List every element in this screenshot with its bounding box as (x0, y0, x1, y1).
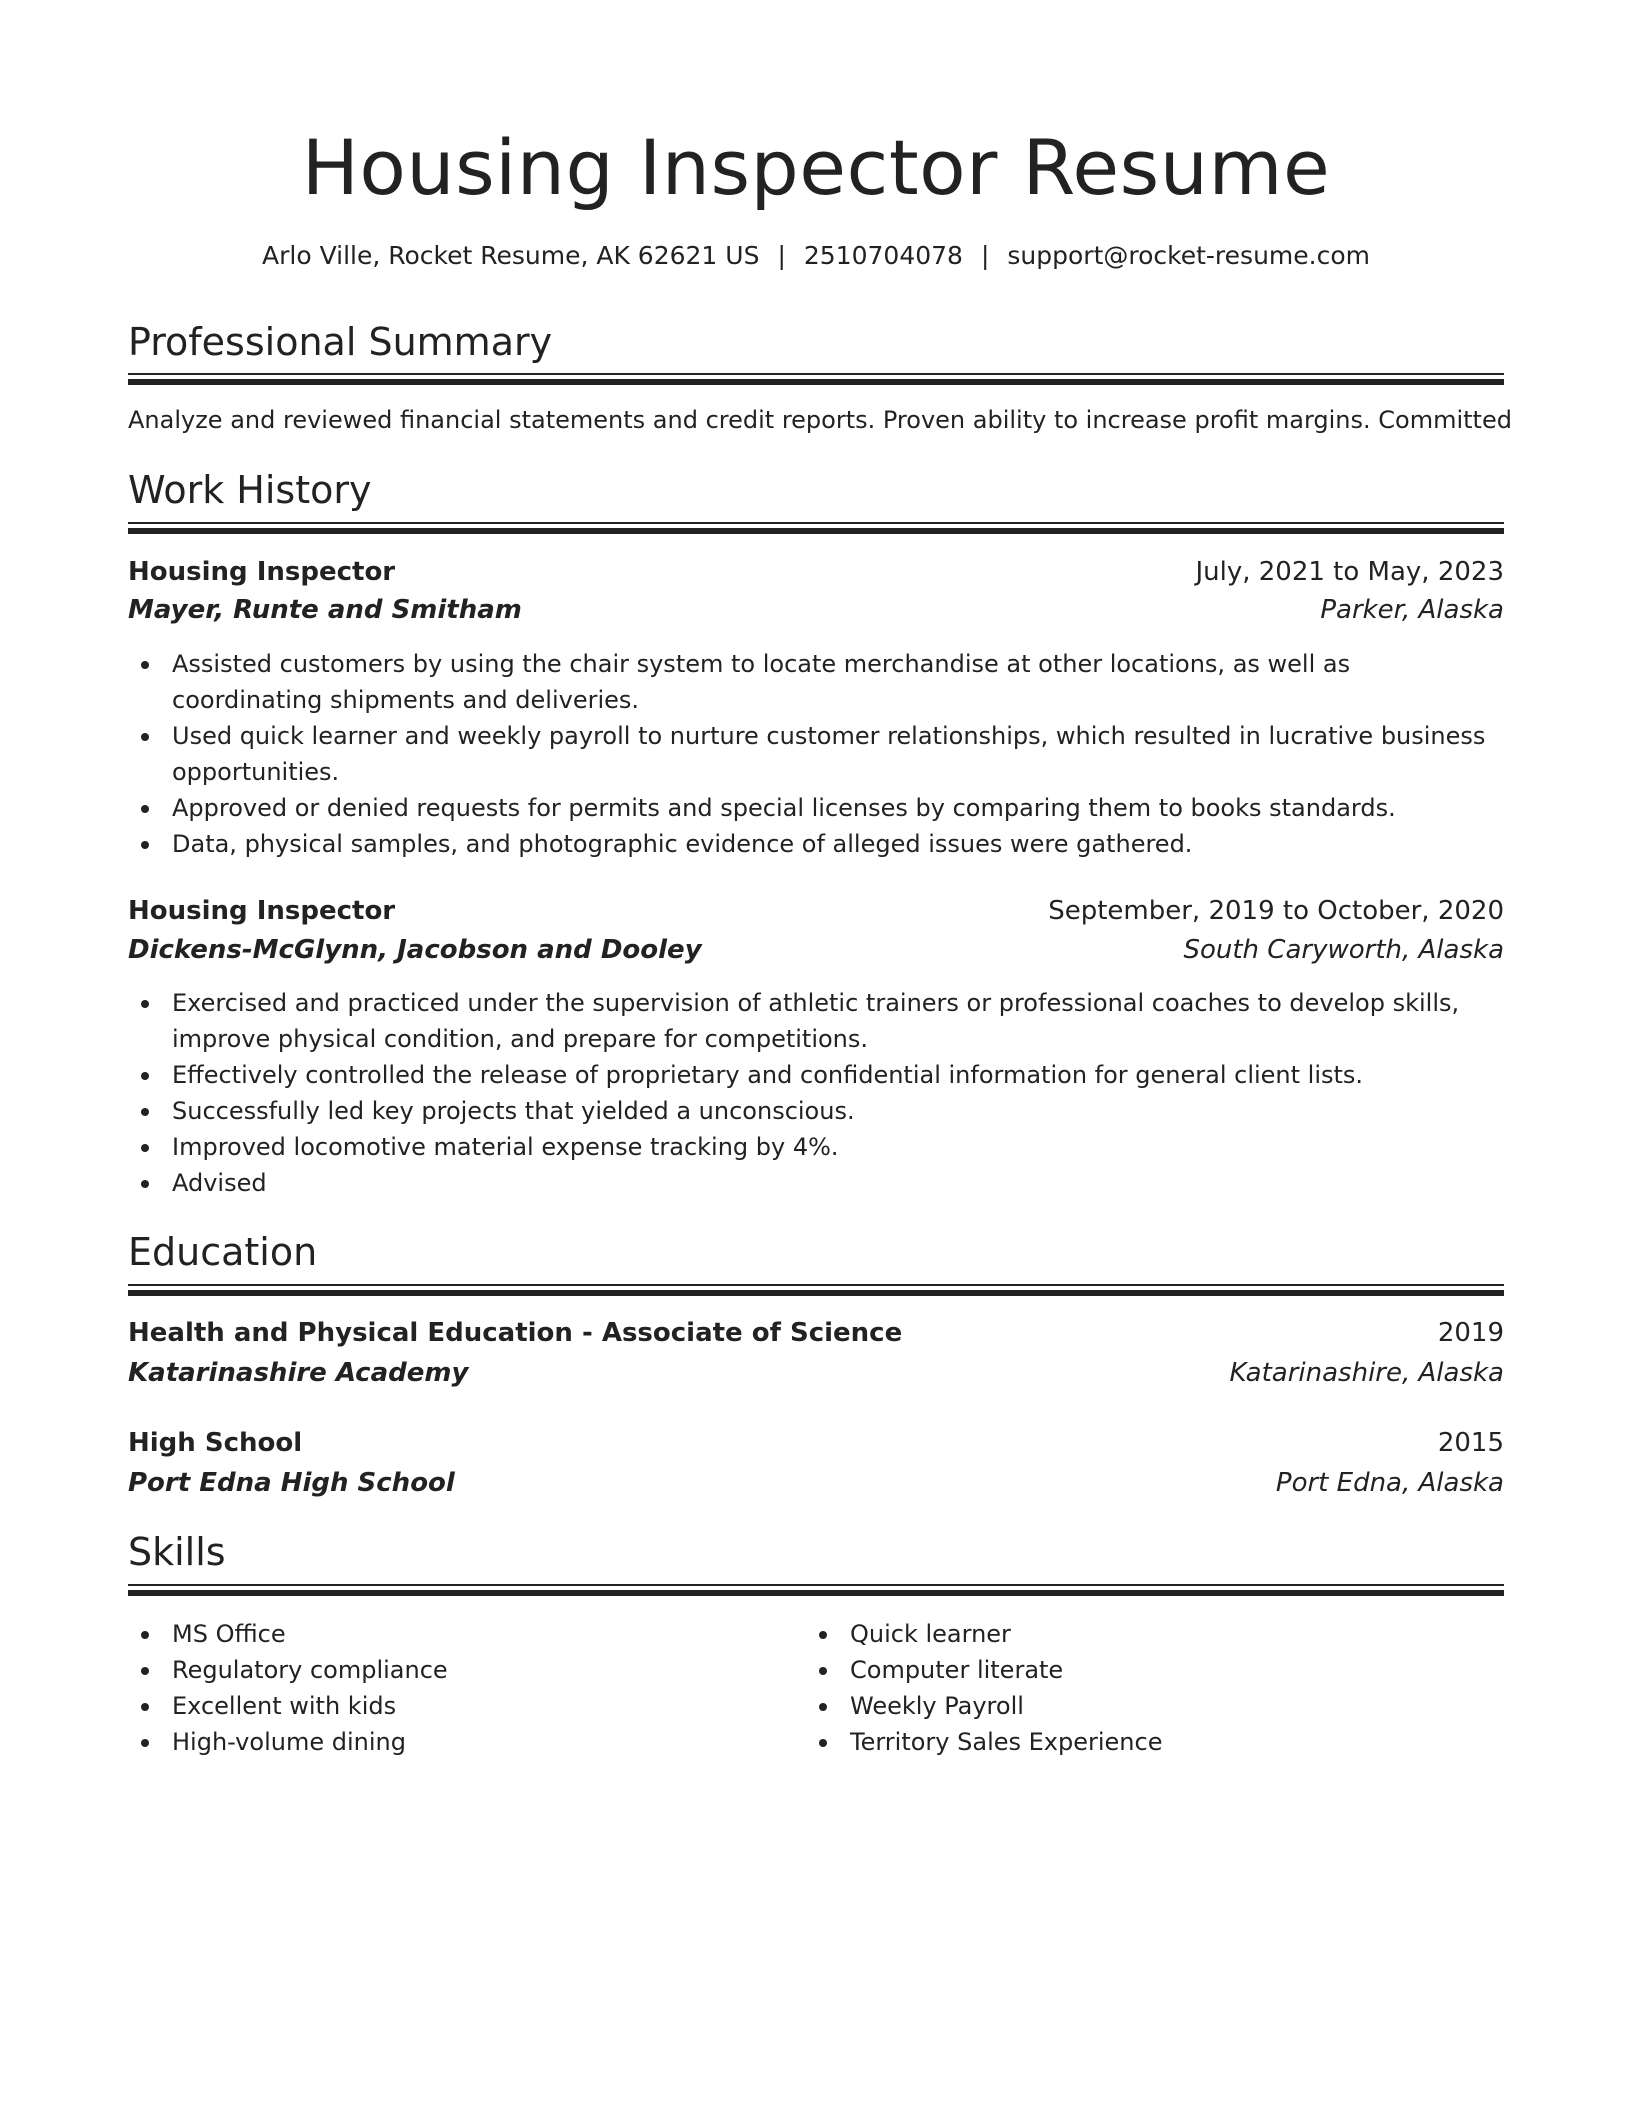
section-divider (128, 1584, 1504, 1595)
job-bullet: Data, physical samples, and photographic evidence of alleged issues were gathered. (128, 826, 1504, 862)
job-subheader (128, 592, 1504, 628)
job-bullet: Effectively controlled the release of proprietary and confidential information for general client lists. (128, 1057, 1504, 1093)
skill-item: Computer literate (806, 1652, 1466, 1688)
job-bullet: Approved or denied requests for permits and special licenses by comparing them to books standards. (128, 790, 1504, 826)
section-heading-summary: Professional Summary (128, 320, 553, 364)
skill-item: Regulatory compliance (128, 1652, 788, 1688)
job-location: Parker, Alaska (1320, 595, 1504, 625)
job-location: South Caryworth, Alaska (1183, 935, 1504, 965)
section-heading-work: Work History (128, 468, 372, 512)
contact-separator: | (777, 241, 786, 270)
job-header (128, 554, 1504, 590)
contact-line (128, 238, 1504, 274)
job-bullet: Successfully led key projects that yielded a unconscious. (128, 1093, 1504, 1129)
skill-item: Territory Sales Experience (806, 1724, 1466, 1760)
job-bullet: Improved locomotive material expense tracking by 4%. (128, 1129, 1504, 1165)
education-header (128, 1315, 1504, 1351)
job-bullet: Advised (128, 1165, 1504, 1201)
job-bullet: Assisted customers by using the chair system to locate merchandise at other locations, as well as coordinating shipments and deliveries. (128, 646, 1504, 718)
skills-list-left (128, 1616, 788, 1760)
job-bullet-list (128, 646, 1504, 862)
job-dates: September, 2019 to October, 2020 (1048, 896, 1504, 926)
job-header (128, 893, 1504, 929)
job-title: Housing Inspector (128, 896, 396, 926)
section-divider (128, 522, 1504, 533)
education-year: 2019 (1437, 1318, 1504, 1348)
education-location: Port Edna, Alaska (1275, 1468, 1504, 1498)
contact-address: Arlo Ville, Rocket Resume, AK 62621 US (262, 241, 760, 270)
education-subheader (128, 1355, 1504, 1391)
education-school: Katarinashire Academy (128, 1358, 469, 1388)
education-subheader (128, 1465, 1504, 1501)
skill-item: High-volume dining (128, 1724, 788, 1760)
job-company: Dickens-McGlynn, Jacobson and Dooley (128, 935, 702, 965)
section-heading-education: Education (128, 1230, 318, 1274)
skill-item: Quick learner (806, 1616, 1466, 1652)
education-year: 2015 (1437, 1428, 1504, 1458)
job-subheader (128, 932, 1504, 968)
job-bullet: Used quick learner and weekly payroll to nurture customer relationships, which resulted in lucrative business opportunities. (128, 718, 1504, 790)
section-divider (128, 1284, 1504, 1295)
skills-list-right (806, 1616, 1466, 1760)
job-title: Housing Inspector (128, 557, 396, 587)
skill-item: MS Office (128, 1616, 788, 1652)
section-heading-skills: Skills (128, 1530, 226, 1574)
education-degree: High School (128, 1428, 303, 1458)
education-degree: Health and Physical Education - Associate of Science (128, 1318, 903, 1348)
contact-separator: | (980, 241, 990, 270)
job-company: Mayer, Runte and Smitham (128, 595, 522, 625)
job-dates: July, 2021 to May, 2023 (1195, 557, 1504, 587)
summary-text: Analyze and reviewed financial statements and credit reports. Proven ability to increase profit margins. Committed (128, 406, 1512, 434)
job-bullet-list (128, 985, 1504, 1201)
job-bullet: Exercised and practiced under the supervision of athletic trainers or professional coaches to develop skills, improve physical condition, and prepare for competitions. (128, 985, 1504, 1057)
contact-phone: 2510704078 (803, 241, 963, 270)
education-header (128, 1425, 1504, 1461)
resume-title: Housing Inspector Resume (301, 123, 1331, 212)
section-divider (128, 373, 1504, 384)
contact-email: support@rocket-resume.com (1007, 241, 1370, 270)
education-school: Port Edna High School (128, 1468, 455, 1498)
skill-item: Weekly Payroll (806, 1688, 1466, 1724)
education-location: Katarinashire, Alaska (1229, 1358, 1504, 1388)
skill-item: Excellent with kids (128, 1688, 788, 1724)
